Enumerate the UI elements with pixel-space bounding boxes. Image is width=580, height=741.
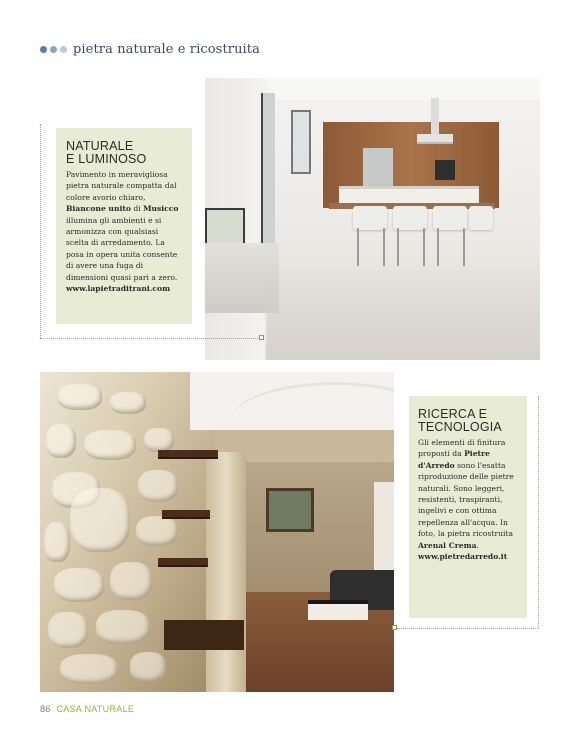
photo-wood-shelf xyxy=(158,558,208,567)
section-header xyxy=(40,40,260,58)
photo-door xyxy=(261,93,275,243)
page-number: 86 xyxy=(40,704,51,714)
website-link[interactable]: www.pietredarredo.it xyxy=(418,552,508,562)
stone-living-room-photo xyxy=(40,372,394,692)
connector-node xyxy=(392,625,397,630)
photo-chair xyxy=(353,206,387,230)
header-dots xyxy=(40,46,67,53)
photo-chair xyxy=(469,206,493,230)
header-dot-1 xyxy=(40,46,47,53)
brand-name: Pietre d'Arredo xyxy=(418,449,490,470)
photo-chair xyxy=(433,206,467,230)
product-name: Biancone unito xyxy=(66,204,131,214)
caption-text: Pavimento in meravigliosa pietra naturale compatta dal colore avorio chiaro, Biancone unito di Musicco illumina gli ambienti e si armonizza con qualsiasi scelta di arredamento. La posa in opera unita consente di avere una fuga di dimensioni quasi pari a zero. www.lapietraditrani.com xyxy=(66,170,179,294)
connector-node xyxy=(259,335,264,340)
photo-tv-stand xyxy=(164,620,244,650)
caption-title xyxy=(418,408,518,434)
photo-bookshelf xyxy=(374,482,394,572)
photo-floor xyxy=(265,258,540,360)
caption-title xyxy=(66,140,182,166)
header-dot-3 xyxy=(60,46,67,53)
caption-text: Gli elementi di finitura proposti da Pietre d'Arredo sono l'esatta riproduzione delle pietre naturali. Sono leggeri, resistenti, traspiranti, ingelivi e con ottima repellenza all'acqua. In foto, la pietra ricostruita Arenal Crema. www.pietredarredo.it xyxy=(418,438,514,562)
caption-title-line-2: E LUMINOSO xyxy=(66,152,147,166)
caption-title-line-1: NATURALE xyxy=(66,139,134,153)
photo-wood-shelf xyxy=(158,450,218,459)
photo-oven xyxy=(435,160,455,180)
photo-coffee-table xyxy=(308,600,368,620)
caption-title-line-1: RICERCA E xyxy=(418,407,488,421)
page-footer xyxy=(40,704,134,714)
product-name: Arenal Crema xyxy=(418,540,477,550)
photo-hood xyxy=(417,98,453,146)
photo-window-small xyxy=(291,110,311,174)
photo-window xyxy=(266,488,314,532)
caption-title-line-2: TECNOLOGIA xyxy=(418,420,502,434)
caption-box-natural xyxy=(56,128,192,324)
photo-stone-column xyxy=(206,452,246,692)
header-dot-2 xyxy=(50,46,57,53)
photo-fridge xyxy=(363,148,393,188)
connector-line xyxy=(394,628,538,629)
connector-line xyxy=(40,338,262,339)
section-title: pietra naturale e ricostruita xyxy=(73,41,260,57)
connector-line xyxy=(538,396,539,628)
caption-box-research xyxy=(409,396,527,618)
brand-name: Musicco xyxy=(143,204,179,214)
connector-line xyxy=(40,124,41,338)
photo-chair xyxy=(393,206,427,230)
magazine-name: CASA NATURALE xyxy=(56,704,135,714)
website-link[interactable]: www.lapietraditrani.com xyxy=(66,284,171,294)
kitchen-photo xyxy=(205,78,540,360)
photo-wood-shelf xyxy=(162,510,210,519)
